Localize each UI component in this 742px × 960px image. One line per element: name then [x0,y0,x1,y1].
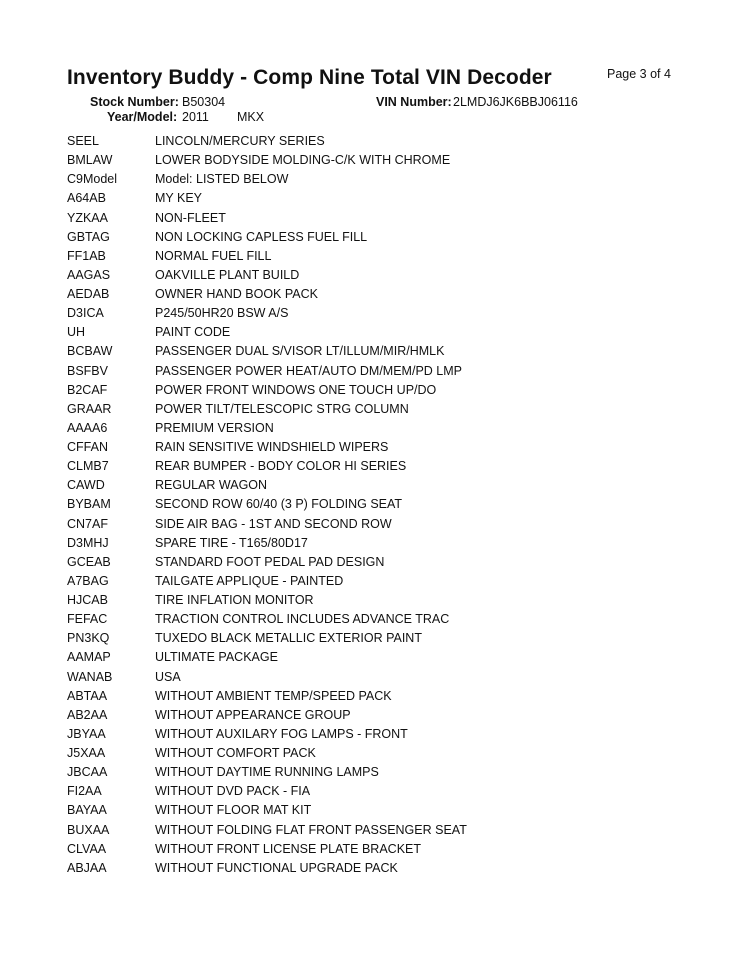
option-description: RAIN SENSITIVE WINDSHIELD WIPERS [155,440,389,454]
option-code: AAAA6 [67,420,108,435]
option-code: AEDAB [67,287,110,301]
option-row [0,249,742,268]
option-description: PREMIUM VERSION [155,420,274,435]
page-number: Page 3 of 4 [607,67,671,81]
option-row [0,364,742,383]
option-code: CN7AF [67,516,108,531]
option-description: NON-FLEET [155,210,226,225]
option-row [0,134,742,153]
option-row [0,536,742,555]
option-code: CLVAA [67,841,107,856]
option-description: SPARE TIRE - T165/80D17 [155,535,308,550]
model-value: MKX [237,110,265,124]
option-row [0,268,742,287]
option-description: PASSENGER DUAL S/VISOR LT/ILLUM/MIR/HMLK [155,344,445,359]
option-row [0,650,742,669]
option-code: J5XAA [67,746,106,760]
option-description: USA [155,669,181,684]
option-row [0,383,742,402]
option-code: BSFBV [67,363,108,378]
option-description: TIRE INFLATION MONITOR [155,593,314,607]
option-row [0,593,742,612]
option-row [0,211,742,230]
option-row [0,823,742,842]
option-row [0,612,742,631]
option-description: P245/50HR20 BSW A/S [155,306,289,321]
option-row [0,708,742,727]
option-description: WITHOUT FRONT LICENSE PLATE BRACKET [155,841,422,856]
option-row [0,478,742,497]
option-row [0,440,742,459]
option-description: WITHOUT APPEARANCE GROUP [155,707,351,722]
option-description: SIDE AIR BAG - 1ST AND SECOND ROW [155,516,392,531]
option-code: JBCAA [67,765,108,780]
option-description: LINCOLN/MERCURY SERIES [155,134,325,148]
option-code: GBTAG [67,229,110,244]
option-row [0,287,742,306]
option-code: CLMB7 [67,459,109,474]
option-row [0,306,742,325]
option-code: ABJAA [67,860,107,875]
option-code: HJCAB [67,593,108,607]
option-row [0,861,742,880]
option-row [0,497,742,516]
option-description: PAINT CODE [155,325,231,340]
option-row [0,784,742,803]
option-code: B2CAF [67,382,108,397]
option-row [0,555,742,574]
vin-number-value: 2LMDJ6JK6BBJ06116 [453,95,578,109]
option-row [0,517,742,536]
option-code: CFFAN [67,440,108,454]
option-description: WITHOUT COMFORT PACK [155,746,316,760]
option-code: JBYAA [67,726,106,741]
option-row [0,727,742,746]
page-title: Inventory Buddy - Comp Nine Total VIN Decoder [67,66,552,89]
option-description: WITHOUT DVD PACK - FIA [155,784,311,799]
option-row [0,765,742,784]
option-code: ABTAA [67,688,108,703]
option-row [0,842,742,861]
option-row [0,230,742,249]
option-description: WITHOUT FLOOR MAT KIT [155,803,312,818]
option-description: REGULAR WAGON [155,478,268,493]
option-description: MY KEY [155,191,203,206]
option-description: WITHOUT FUNCTIONAL UPGRADE PACK [155,860,398,875]
option-code: AB2AA [67,707,108,722]
option-code: PN3KQ [67,631,110,646]
option-description: SECOND ROW 60/40 (3 P) FOLDING SEAT [155,497,403,512]
option-row [0,670,742,689]
option-code: UH [67,325,86,340]
option-description: POWER FRONT WINDOWS ONE TOUCH UP/DO [155,382,437,397]
option-row [0,631,742,650]
option-code: CAWD [67,478,105,493]
option-row [0,191,742,210]
option-row [0,172,742,191]
option-row [0,402,742,421]
year-model-label: Year/Model: [107,110,178,124]
option-description: TAILGATE APPLIQUE - PAINTED [155,573,344,588]
option-code: AAMAP [67,650,111,665]
option-code: D3MHJ [67,535,109,550]
option-description: TRACTION CONTROL INCLUDES ADVANCE TRAC [155,612,450,627]
option-code: GRAAR [67,401,112,416]
option-row [0,689,742,708]
option-description: NORMAL FUEL FILL [155,248,272,263]
option-row [0,459,742,478]
option-code: SEEL [67,134,99,148]
option-description: STANDARD FOOT PEDAL PAD DESIGN [155,554,385,569]
option-description: WITHOUT AMBIENT TEMP/SPEED PACK [155,688,392,703]
option-row [0,325,742,344]
option-code-list [0,134,742,880]
year-value: 2011 [182,110,209,124]
option-code: WANAB [67,669,113,684]
option-code: AAGAS [67,267,111,282]
option-code: BCBAW [67,344,113,359]
option-code: A64AB [67,191,106,206]
option-code: BYBAM [67,497,111,512]
option-code: D3ICA [67,306,104,321]
option-description: LOWER BODYSIDE MOLDING-C/K WITH CHROME [155,153,451,168]
option-code: C9Model [67,172,118,187]
option-code: FF1AB [67,248,106,263]
option-description: PASSENGER POWER HEAT/AUTO DM/MEM/PD LMP [155,363,462,378]
option-code: A7BAG [67,573,109,588]
option-description: NON LOCKING CAPLESS FUEL FILL [155,229,368,244]
option-description: WITHOUT AUXILARY FOG LAMPS - FRONT [155,726,408,741]
option-row [0,344,742,363]
option-code: FEFAC [67,612,108,627]
option-row [0,803,742,822]
option-description: OWNER HAND BOOK PACK [155,287,318,301]
option-description: POWER TILT/TELESCOPIC STRG COLUMN [155,401,409,416]
option-code: BAYAA [67,803,107,818]
option-row [0,153,742,172]
vin-number-label: VIN Number: [376,95,452,109]
option-description: Model: LISTED BELOW [155,172,289,187]
stock-number-label: Stock Number: [90,95,179,109]
option-row [0,746,742,765]
option-description: WITHOUT DAYTIME RUNNING LAMPS [155,765,379,780]
option-row [0,574,742,593]
option-code: YZKAA [67,210,108,225]
option-description: ULTIMATE PACKAGE [155,650,278,665]
option-code: FI2AA [67,784,102,799]
option-code: BUXAA [67,822,110,837]
option-description: OAKVILLE PLANT BUILD [155,267,300,282]
option-row [0,421,742,440]
stock-number-value: B50304 [182,95,226,109]
option-code: BMLAW [67,153,113,168]
option-code: GCEAB [67,554,111,569]
option-description: WITHOUT FOLDING FLAT FRONT PASSENGER SEAT [155,822,467,837]
option-description: TUXEDO BLACK METALLIC EXTERIOR PAINT [155,631,422,646]
option-description: REAR BUMPER - BODY COLOR HI SERIES [155,459,407,474]
